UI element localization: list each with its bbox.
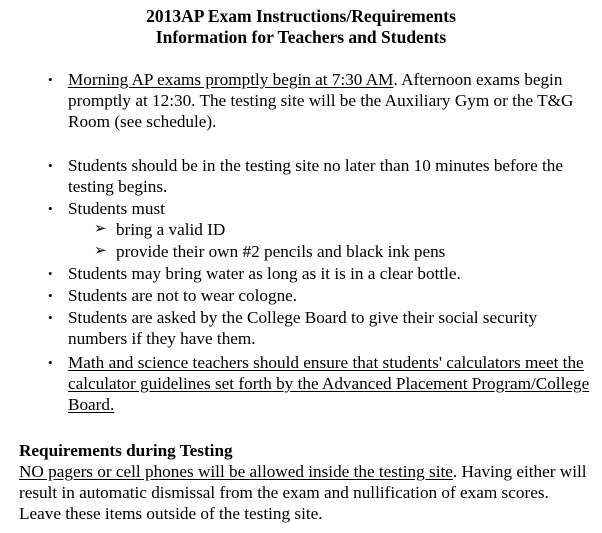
item-underlined-text: Morning AP exams promptly begin at 7:30 AM [68,70,394,89]
section-body [19,461,594,524]
list-item-social-security [48,307,593,349]
section-text: . Having either will result in automatic dismissal from the exam and nullification of exam scores. Leave these items outside of the testing site. [19,462,587,523]
item-text: Students are asked by the College Board to give their social security numbers if they have them. [68,308,538,348]
section-requirements-during-testing [19,440,594,524]
list-item-students-must [48,198,593,219]
section-underlined-text: NO pagers or cell phones will be allowed inside the testing site [19,462,453,481]
arrow-bullet-icon: ➢ [94,221,107,237]
list-item-cologne [48,285,593,306]
sub-item-valid-id [94,219,596,240]
item-underlined-text: Math and science teachers should ensure that students' calculators meet the calculator guidelines set forth by the Advanced Placement Program/College Board. [68,353,590,414]
bullet-icon: • [48,266,53,281]
bullet-icon: • [48,288,53,303]
item-text: . Afternoon exams begin promptly at 12:30. The testing site will be the Auxiliary Gym or the T&G Room (see schedule). [68,70,574,131]
item-text: Students should be in the testing site no later than 10 minutes before the testing begins. [68,156,564,196]
sub-item-text: bring a valid ID [116,220,226,239]
item-text: Students must [68,199,165,218]
list-item-water [48,263,593,284]
bullet-icon: • [48,355,53,370]
section-heading: Requirements during Testing [19,441,233,460]
bullet-icon: • [48,201,53,216]
arrow-bullet-icon: ➢ [94,243,107,259]
list-item-exam-times [48,69,593,132]
item-text: Students are not to wear cologne. [68,286,298,305]
list-item-arrival [48,155,593,197]
bullet-icon: • [48,72,53,87]
document-title-line-1: 2013AP Exam Instructions/Requirements [146,6,456,26]
sub-item-pencils [94,241,596,262]
sub-item-text: provide their own #2 pencils and black ink pens [116,242,446,261]
document-title-line-2: Information for Teachers and Students [155,27,447,47]
bullet-icon: • [48,310,53,325]
list-item-calculators [48,352,593,415]
item-text: Students may bring water as long as it is in a clear bottle. [68,264,461,283]
bullet-icon: • [48,158,53,173]
